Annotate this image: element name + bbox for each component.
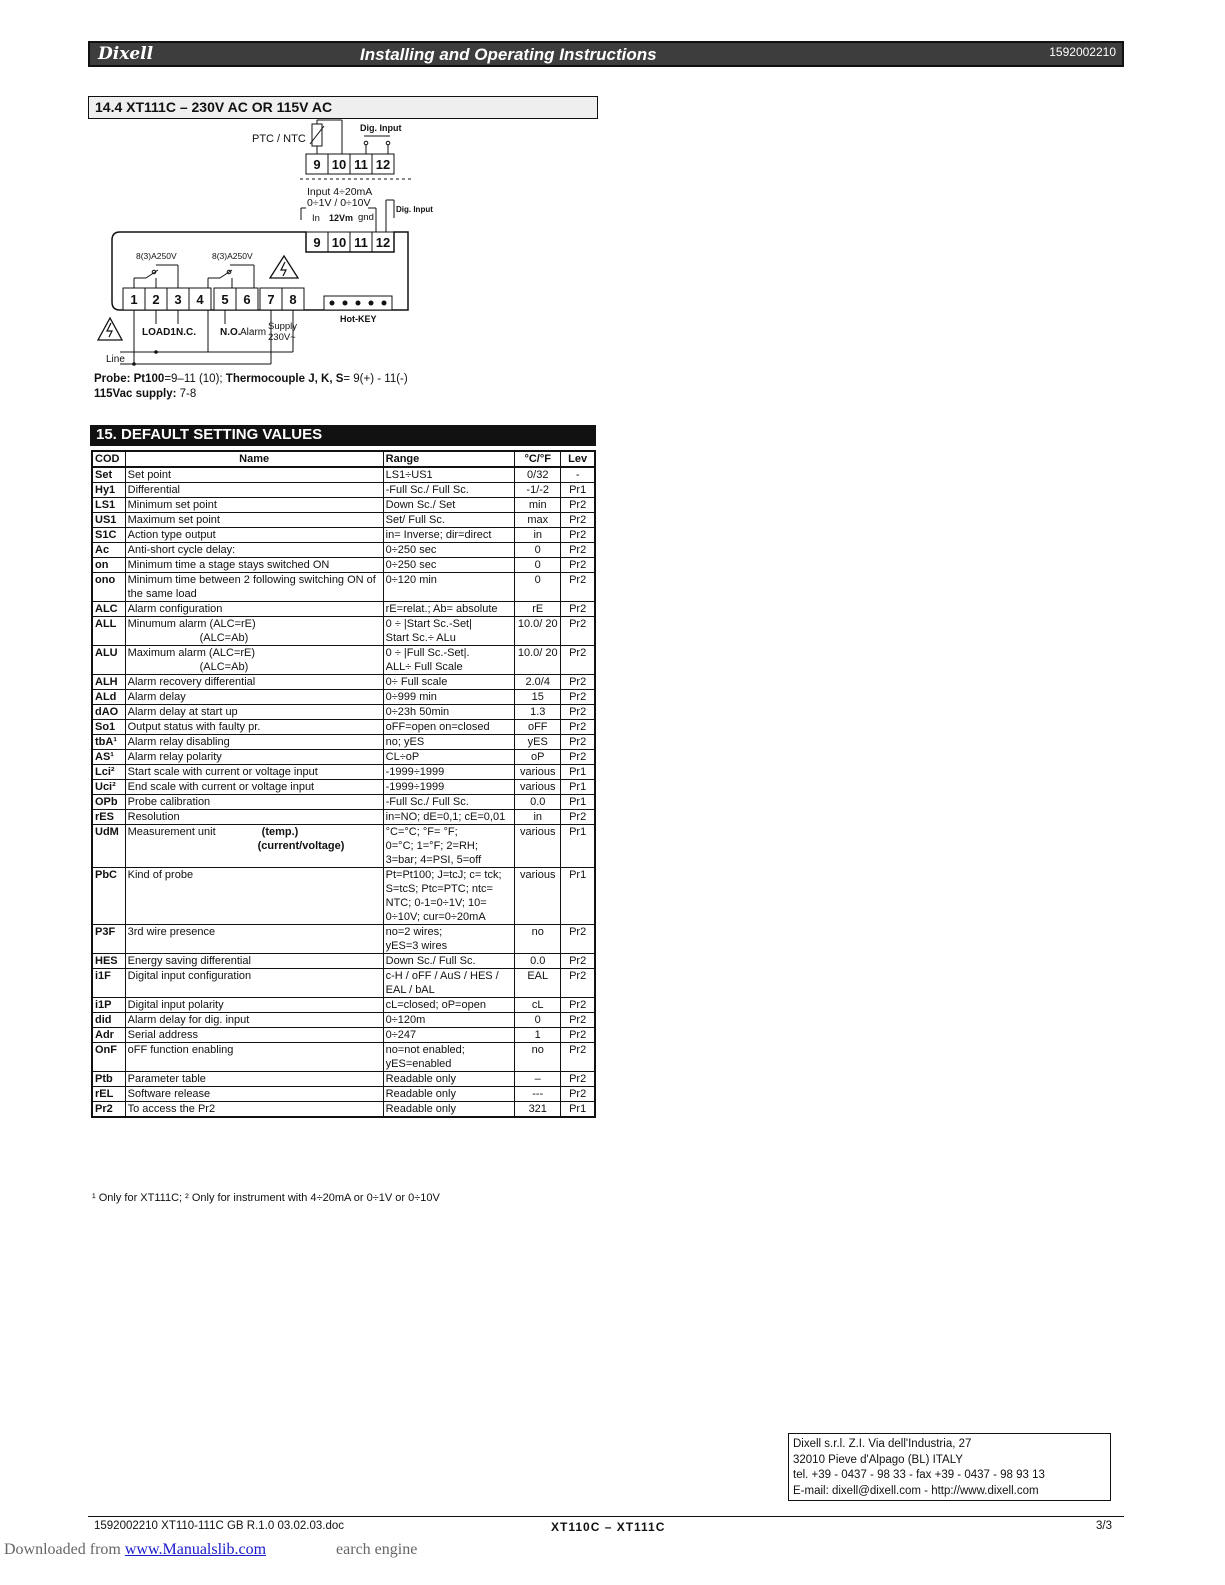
table-row: [92, 573, 595, 602]
terminal-label: 11: [354, 157, 368, 172]
default-settings-table: [91, 450, 596, 1118]
table-row: [92, 765, 595, 780]
cell-level: Pr1: [561, 765, 595, 780]
cell-name: Alarm delay for dig. input: [125, 1013, 383, 1028]
col-header-range: Range: [383, 451, 515, 467]
footer-rule: [88, 1516, 1124, 1517]
table-row: [92, 1087, 595, 1102]
terminal-label: 12: [375, 235, 391, 250]
cell-level: Pr2: [561, 498, 595, 513]
cell-level: Pr2: [561, 675, 595, 690]
cell-cod: Pr2: [92, 1102, 125, 1118]
cell-range: -1999÷1999: [383, 765, 515, 780]
cell-cod: Set: [92, 467, 125, 483]
cell-cod: ALU: [92, 646, 125, 675]
table-row: [92, 780, 595, 795]
cell-default: oP: [515, 750, 561, 765]
col-header-name: Name: [125, 451, 383, 467]
terminal-block-top: [306, 154, 394, 174]
table-row: [92, 998, 595, 1013]
cell-level: Pr2: [561, 690, 595, 705]
terminal-label: 10: [331, 235, 347, 250]
cell-default: various: [515, 825, 561, 868]
cell-cod: UdM: [92, 825, 125, 868]
ptc-ntc-label: PTC / NTC: [252, 133, 306, 145]
cell-level: Pr1: [561, 868, 595, 925]
cell-level: Pr2: [561, 1087, 595, 1102]
cell-default: no: [515, 925, 561, 954]
cell-range: 0 ÷ |Start Sc.-Set| Start Sc.÷ ALu: [383, 617, 515, 646]
cell-name: Software release: [125, 1087, 383, 1102]
cell-level: Pr2: [561, 735, 595, 750]
cell-cod: Ac: [92, 543, 125, 558]
cell-name: Probe calibration: [125, 795, 383, 810]
cell-default: in: [515, 810, 561, 825]
table-row: [92, 1013, 595, 1028]
cell-range: 0÷120m: [383, 1013, 515, 1028]
cell-cod: Adr: [92, 1028, 125, 1043]
probe-note-line2: 115Vac supply: 7-8: [94, 388, 197, 400]
cell-level: Pr2: [561, 998, 595, 1013]
footer-model: XT110C – XT111C: [551, 1520, 666, 1534]
cell-level: Pr2: [561, 1043, 595, 1072]
cell-range: LS1÷US1: [383, 467, 515, 483]
terminal-label: 12: [375, 157, 391, 172]
header-title: Installing and Operating Instructions: [360, 45, 657, 64]
cell-cod: ALH: [92, 675, 125, 690]
cell-range: cL=closed; oP=open: [383, 998, 515, 1013]
cell-range: Readable only: [383, 1102, 515, 1118]
cell-name: Energy saving differential: [125, 954, 383, 969]
cell-default: yES: [515, 735, 561, 750]
table-row: [92, 558, 595, 573]
table-row: [92, 705, 595, 720]
address-line: E-mail: dixell@dixell.com - http://www.dixell.com: [793, 1484, 1039, 1497]
cell-level: Pr2: [561, 617, 595, 646]
dixell-logo: Dixell: [98, 44, 154, 64]
v12-label: 12Vm: [329, 213, 354, 223]
cell-name: Minimum set point: [125, 498, 383, 513]
cell-name: Minumum alarm (ALC=rE) (ALC=Ab): [125, 617, 383, 646]
cell-level: Pr1: [561, 795, 595, 810]
cell-name: Measurement unit (temp.) (current/voltage): [125, 825, 383, 868]
cell-name: oFF function enabling: [125, 1043, 383, 1072]
cell-range: 0÷23h 50min: [383, 705, 515, 720]
cell-cod: HES: [92, 954, 125, 969]
cell-cod: ALL: [92, 617, 125, 646]
cell-level: Pr2: [561, 705, 595, 720]
cell-default: various: [515, 780, 561, 795]
address-line: 32010 Pieve d'Alpago (BL) ITALY: [793, 1453, 963, 1466]
cell-range: no=2 wires; yES=3 wires: [383, 925, 515, 954]
table-row: [92, 1102, 595, 1118]
cell-range: oFF=open on=closed: [383, 720, 515, 735]
cell-level: Pr1: [561, 780, 595, 795]
cell-range: rE=relat.; Ab= absolute: [383, 602, 515, 617]
download-suffix: earch engine: [336, 1541, 418, 1558]
cell-default: in: [515, 528, 561, 543]
table-row: [92, 925, 595, 954]
cell-cod: ALC: [92, 602, 125, 617]
cell-cod: dAO: [92, 705, 125, 720]
cell-name: Minimum time a stage stays switched ON: [125, 558, 383, 573]
table-row: [92, 617, 595, 646]
download-banner: [4, 1541, 417, 1559]
cell-level: Pr2: [561, 528, 595, 543]
cell-cod: Ptb: [92, 1072, 125, 1087]
cell-default: 0: [515, 543, 561, 558]
cell-default: various: [515, 765, 561, 780]
terminal-label: 10: [331, 157, 347, 172]
cell-range: 0÷ Full scale: [383, 675, 515, 690]
cell-cod: So1: [92, 720, 125, 735]
terminal-label: 6: [243, 292, 251, 307]
cell-range: in= Inverse; dir=direct: [383, 528, 515, 543]
supply-voltage-label: 230V~: [268, 332, 296, 343]
terminal-block-bottom: [123, 288, 304, 310]
input-voltage-label: 0÷1V / 0÷10V: [307, 197, 371, 209]
cell-default: 15: [515, 690, 561, 705]
cell-name: Digital input polarity: [125, 998, 383, 1013]
cell-cod: rEL: [92, 1087, 125, 1102]
cell-name: Resolution: [125, 810, 383, 825]
terminal-label: 3: [174, 292, 182, 307]
cell-default: min: [515, 498, 561, 513]
cell-default: 0.0: [515, 795, 561, 810]
cell-range: Pt=Pt100; J=tcJ; c= tck; S=tcS; Ptc=PTC; ntc= NTC; 0-1=0÷1V; 10= 0÷10V; cur=0÷20mA: [383, 868, 515, 925]
table-row: [92, 1028, 595, 1043]
table-header-row: [92, 451, 595, 467]
terminal-block-mid: [306, 232, 394, 252]
relay2-rating: 8(3)A250V: [212, 251, 253, 261]
cell-level: Pr2: [561, 602, 595, 617]
cell-default: 10.0/ 20: [515, 617, 561, 646]
cell-default: no: [515, 1043, 561, 1072]
hotkey-label: Hot-KEY: [340, 314, 377, 324]
table-row: [92, 675, 595, 690]
cell-range: -1999÷1999: [383, 780, 515, 795]
section-14-4-title: 14.4 XT111C – 230V AC OR 115V AC: [88, 96, 598, 119]
cell-default: oFF: [515, 720, 561, 735]
cell-range: Readable only: [383, 1072, 515, 1087]
gnd-label: gnd: [358, 212, 374, 223]
download-prefix: Downloaded from: [4, 1541, 125, 1558]
cell-level: Pr2: [561, 1013, 595, 1028]
table-row: [92, 528, 595, 543]
cell-default: various: [515, 868, 561, 925]
cell-name: To access the Pr2: [125, 1102, 383, 1118]
cell-range: 0÷247: [383, 1028, 515, 1043]
table-row: [92, 868, 595, 925]
cell-name: Alarm delay: [125, 690, 383, 705]
cell-level: Pr2: [561, 1028, 595, 1043]
cell-default: rE: [515, 602, 561, 617]
cell-cod: i1F: [92, 969, 125, 998]
supply-label: Supply: [268, 321, 298, 332]
table-row: [92, 483, 595, 498]
alarm-label: Alarm: [240, 327, 267, 338]
cell-name: Set point: [125, 467, 383, 483]
table-row: [92, 750, 595, 765]
cell-range: Readable only: [383, 1087, 515, 1102]
cell-range: 0÷250 sec: [383, 543, 515, 558]
cell-range: °C=°C; °F= °F; 0=°C; 1=°F; 2=RH; 3=bar; 4=PSI, 5=off: [383, 825, 515, 868]
cell-name: Alarm relay polarity: [125, 750, 383, 765]
cell-range: -Full Sc./ Full Sc.: [383, 795, 515, 810]
cell-default: EAL: [515, 969, 561, 998]
cell-default: 1: [515, 1028, 561, 1043]
cell-level: Pr2: [561, 750, 595, 765]
cell-default: 0/32: [515, 467, 561, 483]
line-label: Line: [106, 354, 125, 365]
terminal-label: 5: [221, 292, 229, 307]
cell-level: Pr2: [561, 810, 595, 825]
cell-cod: S1C: [92, 528, 125, 543]
cell-range: -Full Sc./ Full Sc.: [383, 483, 515, 498]
cell-default: 0: [515, 1013, 561, 1028]
cell-name: Action type output: [125, 528, 383, 543]
table-row: [92, 467, 595, 483]
cell-cod: Uci²: [92, 780, 125, 795]
table-row: [92, 1072, 595, 1087]
terminal-label: 2: [152, 292, 160, 307]
cell-level: Pr2: [561, 558, 595, 573]
manualslib-link[interactable]: www.Manualslib.com: [124, 1541, 267, 1558]
cell-name: Alarm relay disabling: [125, 735, 383, 750]
cell-default: max: [515, 513, 561, 528]
cell-default: 0.0: [515, 954, 561, 969]
cell-cod: on: [92, 558, 125, 573]
cell-range: Down Sc./ Set: [383, 498, 515, 513]
cell-default: 10.0/ 20: [515, 646, 561, 675]
cell-cod: PbC: [92, 868, 125, 925]
cell-default: cL: [515, 998, 561, 1013]
cell-name: Serial address: [125, 1028, 383, 1043]
cell-level: Pr1: [561, 825, 595, 868]
cell-name: Alarm recovery differential: [125, 675, 383, 690]
cell-name: Start scale with current or voltage input: [125, 765, 383, 780]
cell-cod: Hy1: [92, 483, 125, 498]
col-header-unit: °C/°F: [515, 451, 561, 467]
cell-default: –: [515, 1072, 561, 1087]
page-header: [88, 41, 1124, 67]
cell-level: Pr2: [561, 720, 595, 735]
cell-cod: ono: [92, 573, 125, 602]
terminal-label: 4: [196, 292, 204, 307]
table-row: [92, 690, 595, 705]
cell-range: no=not enabled; yES=enabled: [383, 1043, 515, 1072]
wiring-diagram: [96, 120, 433, 370]
cell-name: End scale with current or voltage input: [125, 780, 383, 795]
cell-default: 2.0/4: [515, 675, 561, 690]
cell-cod: OPb: [92, 795, 125, 810]
table-row: [92, 602, 595, 617]
cell-level: Pr2: [561, 1072, 595, 1087]
in-label: In: [312, 213, 320, 224]
cell-range: 0÷250 sec: [383, 558, 515, 573]
terminal-label: 11: [354, 235, 368, 250]
cell-range: Down Sc./ Full Sc.: [383, 954, 515, 969]
cell-name: 3rd wire presence: [125, 925, 383, 954]
cell-name: Anti-short cycle delay:: [125, 543, 383, 558]
table-row: [92, 954, 595, 969]
load1-label: LOAD1: [142, 327, 176, 338]
cell-name: Digital input configuration: [125, 969, 383, 998]
cell-range: 0÷120 min: [383, 573, 515, 602]
cell-name: Output status with faulty pr.: [125, 720, 383, 735]
section-15-title: 15. DEFAULT SETTING VALUES: [90, 425, 596, 446]
cell-cod: ALd: [92, 690, 125, 705]
cell-cod: tbA¹: [92, 735, 125, 750]
cell-cod: rES: [92, 810, 125, 825]
cell-level: Pr2: [561, 543, 595, 558]
nc-label: N.C.: [176, 327, 196, 338]
cell-range: c-H / oFF / AuS / HES / EAL / bAL: [383, 969, 515, 998]
cell-level: Pr2: [561, 513, 595, 528]
footer-page-number: 3/3: [1096, 1520, 1112, 1532]
cell-level: Pr1: [561, 483, 595, 498]
table-row: [92, 720, 595, 735]
dig-input-top-label: Dig. Input: [360, 123, 402, 133]
cell-name: Kind of probe: [125, 868, 383, 925]
cell-name: Alarm configuration: [125, 602, 383, 617]
cell-range: CL÷oP: [383, 750, 515, 765]
cell-level: Pr2: [561, 646, 595, 675]
table-footnote: ¹ Only for XT111C; ² Only for instrument with 4÷20mA or 0÷1V or 0÷10V: [92, 1192, 440, 1204]
table-row: [92, 646, 595, 675]
table-row: [92, 735, 595, 750]
input-4-20ma-label: Input 4÷20mA: [307, 186, 373, 198]
probe-note: [94, 372, 408, 402]
cell-name: Parameter table: [125, 1072, 383, 1087]
table-row: [92, 795, 595, 810]
terminal-label: 7: [267, 292, 275, 307]
cell-cod: LS1: [92, 498, 125, 513]
cell-cod: did: [92, 1013, 125, 1028]
cell-level: Pr2: [561, 954, 595, 969]
cell-cod: Lci²: [92, 765, 125, 780]
cell-range: 0 ÷ |Full Sc.-Set|. ALL÷ Full Scale: [383, 646, 515, 675]
cell-range: 0÷999 min: [383, 690, 515, 705]
cell-default: -1/-2: [515, 483, 561, 498]
address-line: tel. +39 - 0437 - 98 33 - fax +39 - 0437 - 98 93 13: [793, 1469, 1045, 1481]
table-row: [92, 1043, 595, 1072]
cell-cod: US1: [92, 513, 125, 528]
header-doc-code: 1592002210: [1049, 45, 1116, 59]
cell-cod: i1P: [92, 998, 125, 1013]
no-label: N.O.: [220, 327, 241, 338]
table-row: [92, 825, 595, 868]
cell-cod: AS¹: [92, 750, 125, 765]
terminal-label: 9: [313, 235, 321, 250]
table-row: [92, 969, 595, 998]
footer-doc-ref: 1592002210 XT110-111C GB R.1.0 03.02.03.doc: [94, 1520, 344, 1532]
cell-range: no; yES: [383, 735, 515, 750]
terminal-label: 8: [289, 292, 297, 307]
col-header-lev: Lev: [561, 451, 595, 467]
cell-default: 321: [515, 1102, 561, 1118]
cell-range: Set/ Full Sc.: [383, 513, 515, 528]
hazard-icon: [98, 318, 122, 340]
cell-default: 0: [515, 558, 561, 573]
col-header-cod: COD: [92, 451, 125, 467]
cell-default: 0: [515, 573, 561, 602]
cell-cod: OnF: [92, 1043, 125, 1072]
table-row: [92, 498, 595, 513]
cell-range: in=NO; dE=0,1; cE=0,01: [383, 810, 515, 825]
cell-name: Maximum alarm (ALC=rE) (ALC=Ab): [125, 646, 383, 675]
table-row: [92, 513, 595, 528]
relay1-rating: 8(3)A250V: [136, 251, 177, 261]
cell-level: Pr2: [561, 969, 595, 998]
company-address-box: [788, 1433, 1111, 1501]
cell-default: 1.3: [515, 705, 561, 720]
terminal-label: 9: [313, 157, 321, 172]
address-line: Dixell s.r.l. Z.I. Via dell'Industria, 27: [793, 1438, 972, 1450]
cell-cod: P3F: [92, 925, 125, 954]
probe-note-line1: Probe: Pt100=9–11 (10); Thermocouple J, K, S= 9(+) - 11(-): [94, 373, 408, 385]
cell-name: Minimum time between 2 following switching ON of the same load: [125, 573, 383, 602]
cell-name: Alarm delay at start up: [125, 705, 383, 720]
cell-level: Pr1: [561, 1102, 595, 1118]
cell-level: Pr2: [561, 925, 595, 954]
cell-default: ---: [515, 1087, 561, 1102]
dig-input-right-label: Dig. Input: [396, 205, 433, 214]
terminal-label: 1: [130, 292, 138, 307]
table-row: [92, 810, 595, 825]
cell-level: -: [561, 467, 595, 483]
cell-name: Maximum set point: [125, 513, 383, 528]
cell-level: Pr2: [561, 573, 595, 602]
table-row: [92, 543, 595, 558]
cell-name: Differential: [125, 483, 383, 498]
